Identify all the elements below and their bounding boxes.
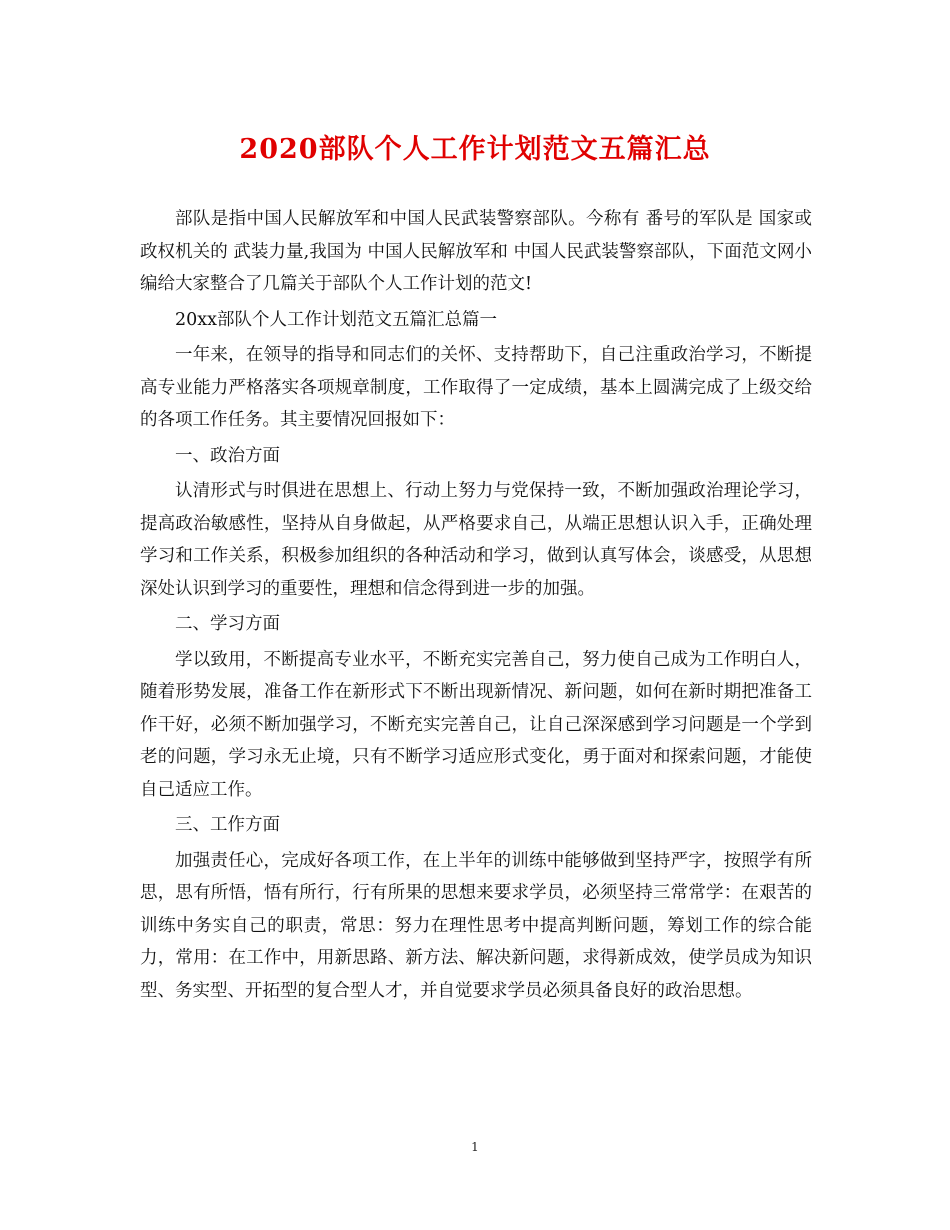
- section-heading-study: 二、学习方面: [175, 614, 280, 634]
- document-body: [140, 203, 812, 1007]
- study-paragraph: 学以致用，不断提高专业水平，不断充实完善自己，努力使自己成为工作明白人，随着形势发展，准备工作在新形式下不断出现新情况、新问题，如何在新时期把准备工作干好，必须不断加强学习，不断充实完善自己，让自己深深感到学习问题是一个学到老的问题，学习永无止境，只有不断学习适应形式变化，勇于面对和探索问题，才能使自己适应工作。: [140, 649, 812, 800]
- document-title: 2020部队个人工作计划范文五篇汇总: [239, 134, 711, 165]
- section-heading-work: 三、工作方面: [175, 815, 280, 835]
- politics-paragraph: 认清形式与时俱进在思想上、行动上努力与党保持一致，不断加强政治理论学习，提高政治敏感性，坚持从自身做起，从严格要求自己，从端正思想认识入手，正确处理学习和工作关系，积极参加组织的各种活动和学习，做到认真写体会，谈感受，从思想深处认识到学习的重要性，理想和信念得到进一步的加强。: [140, 481, 812, 599]
- page-number: 1: [471, 1140, 479, 1154]
- section-heading-part-one: 20xx部队个人工作计划范文五篇汇总篇一: [175, 309, 498, 330]
- section-heading-politics: 一、政治方面: [175, 445, 280, 466]
- summary-paragraph: 一年来，在领导的指导和同志们的关怀、支持帮助下，自己注重政治学习，不断提高专业能力严格落实各项规章制度，工作取得了一定成绩，基本上圆满完成了上级交给的各项工作任务。其主要情况回报如下：: [140, 345, 812, 430]
- work-paragraph: 加强责任心，完成好各项工作，在上半年的训练中能够做到坚持严字，按照学有所思，思有所悟，悟有所行，行有所果的思想来要求学员，必须坚持三常常学：在艰苦的训练中务实自己的职责，常思：努力在理性思考中提高判断问题，筹划工作的综合能力，常用：在工作中，用新思路、新方法、解决新问题，求得新成效，使学员成为知识型、务实型、开拓型的复合型人才，并自觉要求学员必须具备良好的政治思想。: [140, 850, 812, 1001]
- intro-paragraph: 部队是指中国人民解放军和中国人民武装警察部队。今称有 番号的军队是 国家或政权机关的 武装力量,我国为 中国人民解放军和 中国人民武装警察部队，下面范文网小编给大家整合了几篇关于部队个人工作计划的范文!: [140, 209, 812, 294]
